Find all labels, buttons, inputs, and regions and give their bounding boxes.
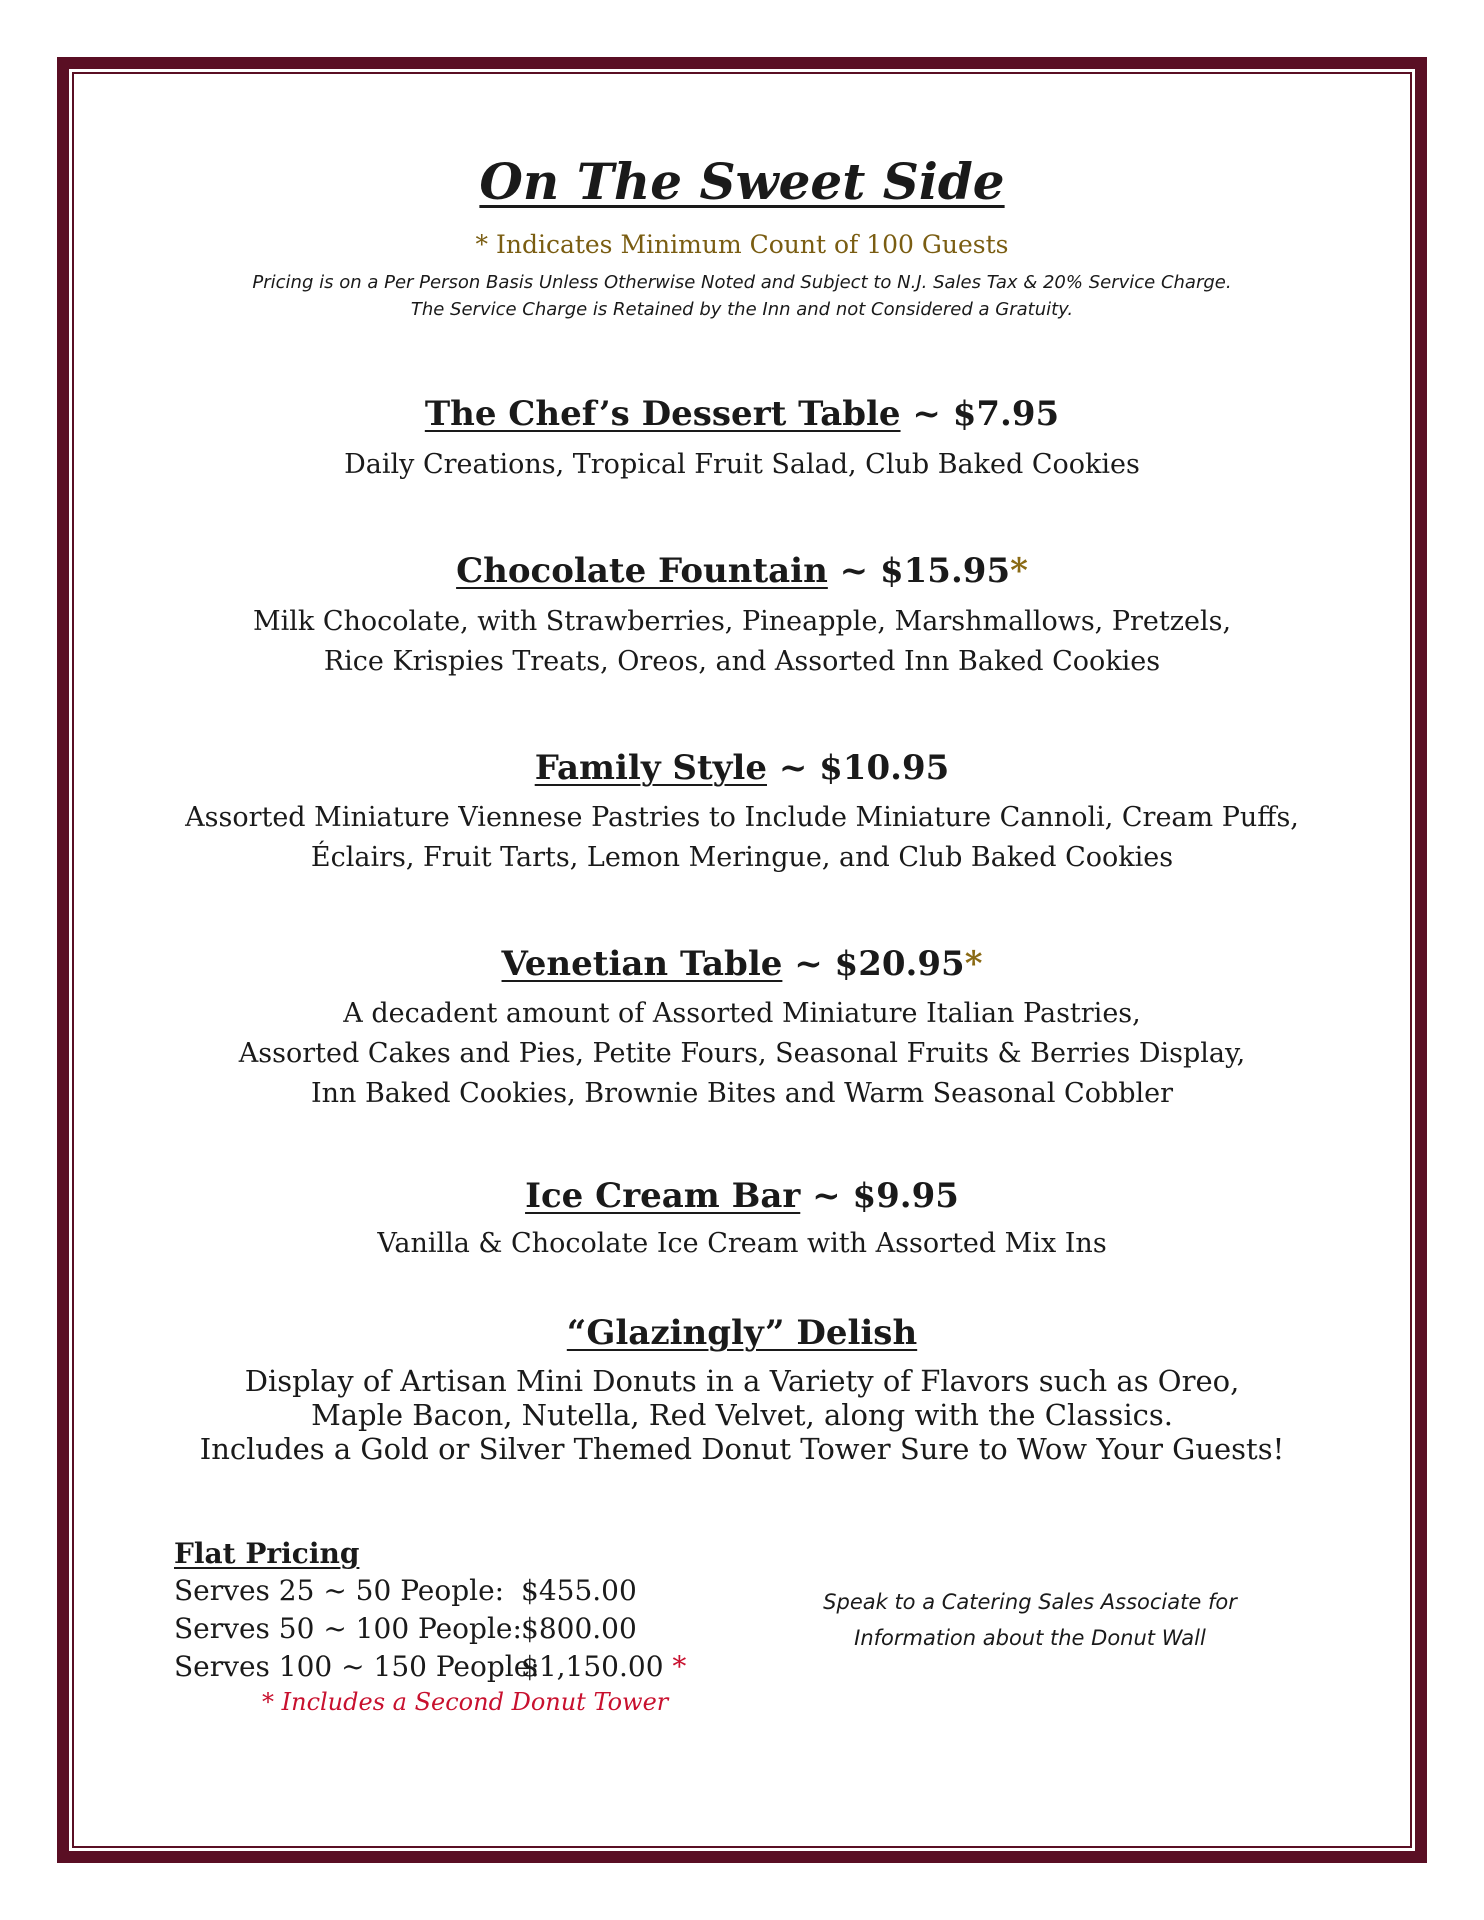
flat-pricing-price — [521, 1650, 686, 1683]
menu-item-description — [0, 602, 1484, 682]
menu-item-price: ~ $10.95 — [778, 748, 950, 788]
minimum-star: * — [1010, 551, 1028, 591]
pricing-note: Pricing is on a Per Person Basis Unless Otherwise Noted and Subject to N.J. Sales Tax & 20% Service Charge. — [252, 272, 1232, 293]
menu-item-heading — [0, 1176, 1484, 1217]
price-value: $1,150.00 — [521, 1650, 664, 1683]
description-line: Inn Baked Cookies, Brownie Bites and Warm Seasonal Cobbler — [310, 1078, 1174, 1109]
flat-pricing-price — [521, 1612, 637, 1645]
menu-item-description — [0, 994, 1484, 1114]
flat-pricing-label: Serves 100 ~ 150 People: — [174, 1650, 540, 1683]
menu-item-heading — [0, 1313, 1484, 1354]
description-line: A decadent amount of Assorted Miniature Italian Pastries, — [343, 998, 1141, 1029]
menu-item-name: The Chef’s Dessert Table — [424, 394, 901, 434]
donut-wall-note — [790, 1584, 1270, 1656]
description-line: Daily Creations, Tropical Fruit Salad, Club Baked Cookies — [344, 449, 1140, 480]
description-line: Vanilla & Chocolate Ice Cream with Assorted Mix Ins — [377, 1228, 1107, 1259]
menu-item-heading — [0, 944, 1484, 985]
service-charge-note: The Service Charge is Retained by the Inn and not Considered a Gratuity. — [410, 299, 1074, 320]
note-line: Speak to a Catering Sales Associate for — [823, 1590, 1237, 1614]
minimum-star: * — [964, 944, 983, 984]
minimum-count-note: * Indicates Minimum Count of 100 Guests — [475, 230, 1009, 259]
description-line: Maple Bacon, Nutella, Red Velvet, along with the Classics. — [311, 1398, 1173, 1432]
menu-item-name: “Glazingly” Delish — [566, 1313, 918, 1353]
menu-item-name: Venetian Table — [501, 944, 783, 984]
description-line: Milk Chocolate, with Strawberries, Pineapple, Marshmallows, Pretzels, — [252, 606, 1232, 637]
menu-item-price: ~ $15.95 — [839, 551, 1011, 591]
flat-pricing-title: Flat Pricing — [174, 1537, 360, 1570]
note-line: Information about the Donut Wall — [854, 1626, 1206, 1650]
menu-item-heading — [0, 551, 1484, 592]
page-title: On The Sweet Side — [479, 152, 1005, 211]
menu-item-description — [0, 1224, 1484, 1264]
menu-item-name: Family Style — [534, 748, 767, 788]
menu-item-heading — [0, 394, 1484, 435]
flat-pricing-price — [521, 1574, 637, 1607]
menu-item-price: ~ $7.95 — [912, 394, 1060, 434]
flat-pricing-label: Serves 25 ~ 50 People: — [174, 1574, 505, 1607]
description-line: Rice Krispies Treats, Oreos, and Assorted Inn Baked Cookies — [323, 646, 1161, 677]
menu-item-description — [0, 798, 1484, 878]
description-line: Assorted Miniature Viennese Pastries to Include Miniature Cannoli, Cream Puffs, — [185, 802, 1299, 833]
price-value: $800.00 — [521, 1612, 637, 1645]
description-line: Assorted Cakes and Pies, Petite Fours, Seasonal Fruits & Berries Display, — [238, 1038, 1246, 1069]
description-line: Éclairs, Fruit Tarts, Lemon Meringue, and Club Baked Cookies — [310, 842, 1174, 873]
description-line: Display of Artisan Mini Donuts in a Variety of Flavors such as Oreo, — [244, 1364, 1240, 1398]
menu-item-price: ~ $20.95 — [794, 944, 965, 984]
flat-pricing-label: Serves 50 ~ 100 People: — [174, 1612, 522, 1645]
menu-item-description — [0, 1364, 1484, 1466]
flat-pricing-footnote: * Includes a Second Donut Tower — [262, 1688, 669, 1716]
menu-item-heading — [0, 748, 1484, 789]
menu-item-name: Chocolate Fountain — [456, 551, 828, 591]
second-tower-star: * — [672, 1650, 687, 1683]
description-line: Includes a Gold or Silver Themed Donut Tower Sure to Wow Your Guests! — [199, 1432, 1285, 1466]
price-value: $455.00 — [521, 1574, 637, 1607]
menu-item-name: Ice Cream Bar — [525, 1176, 801, 1216]
menu-item-price: ~ $9.95 — [812, 1176, 959, 1216]
menu-item-description — [0, 445, 1484, 485]
